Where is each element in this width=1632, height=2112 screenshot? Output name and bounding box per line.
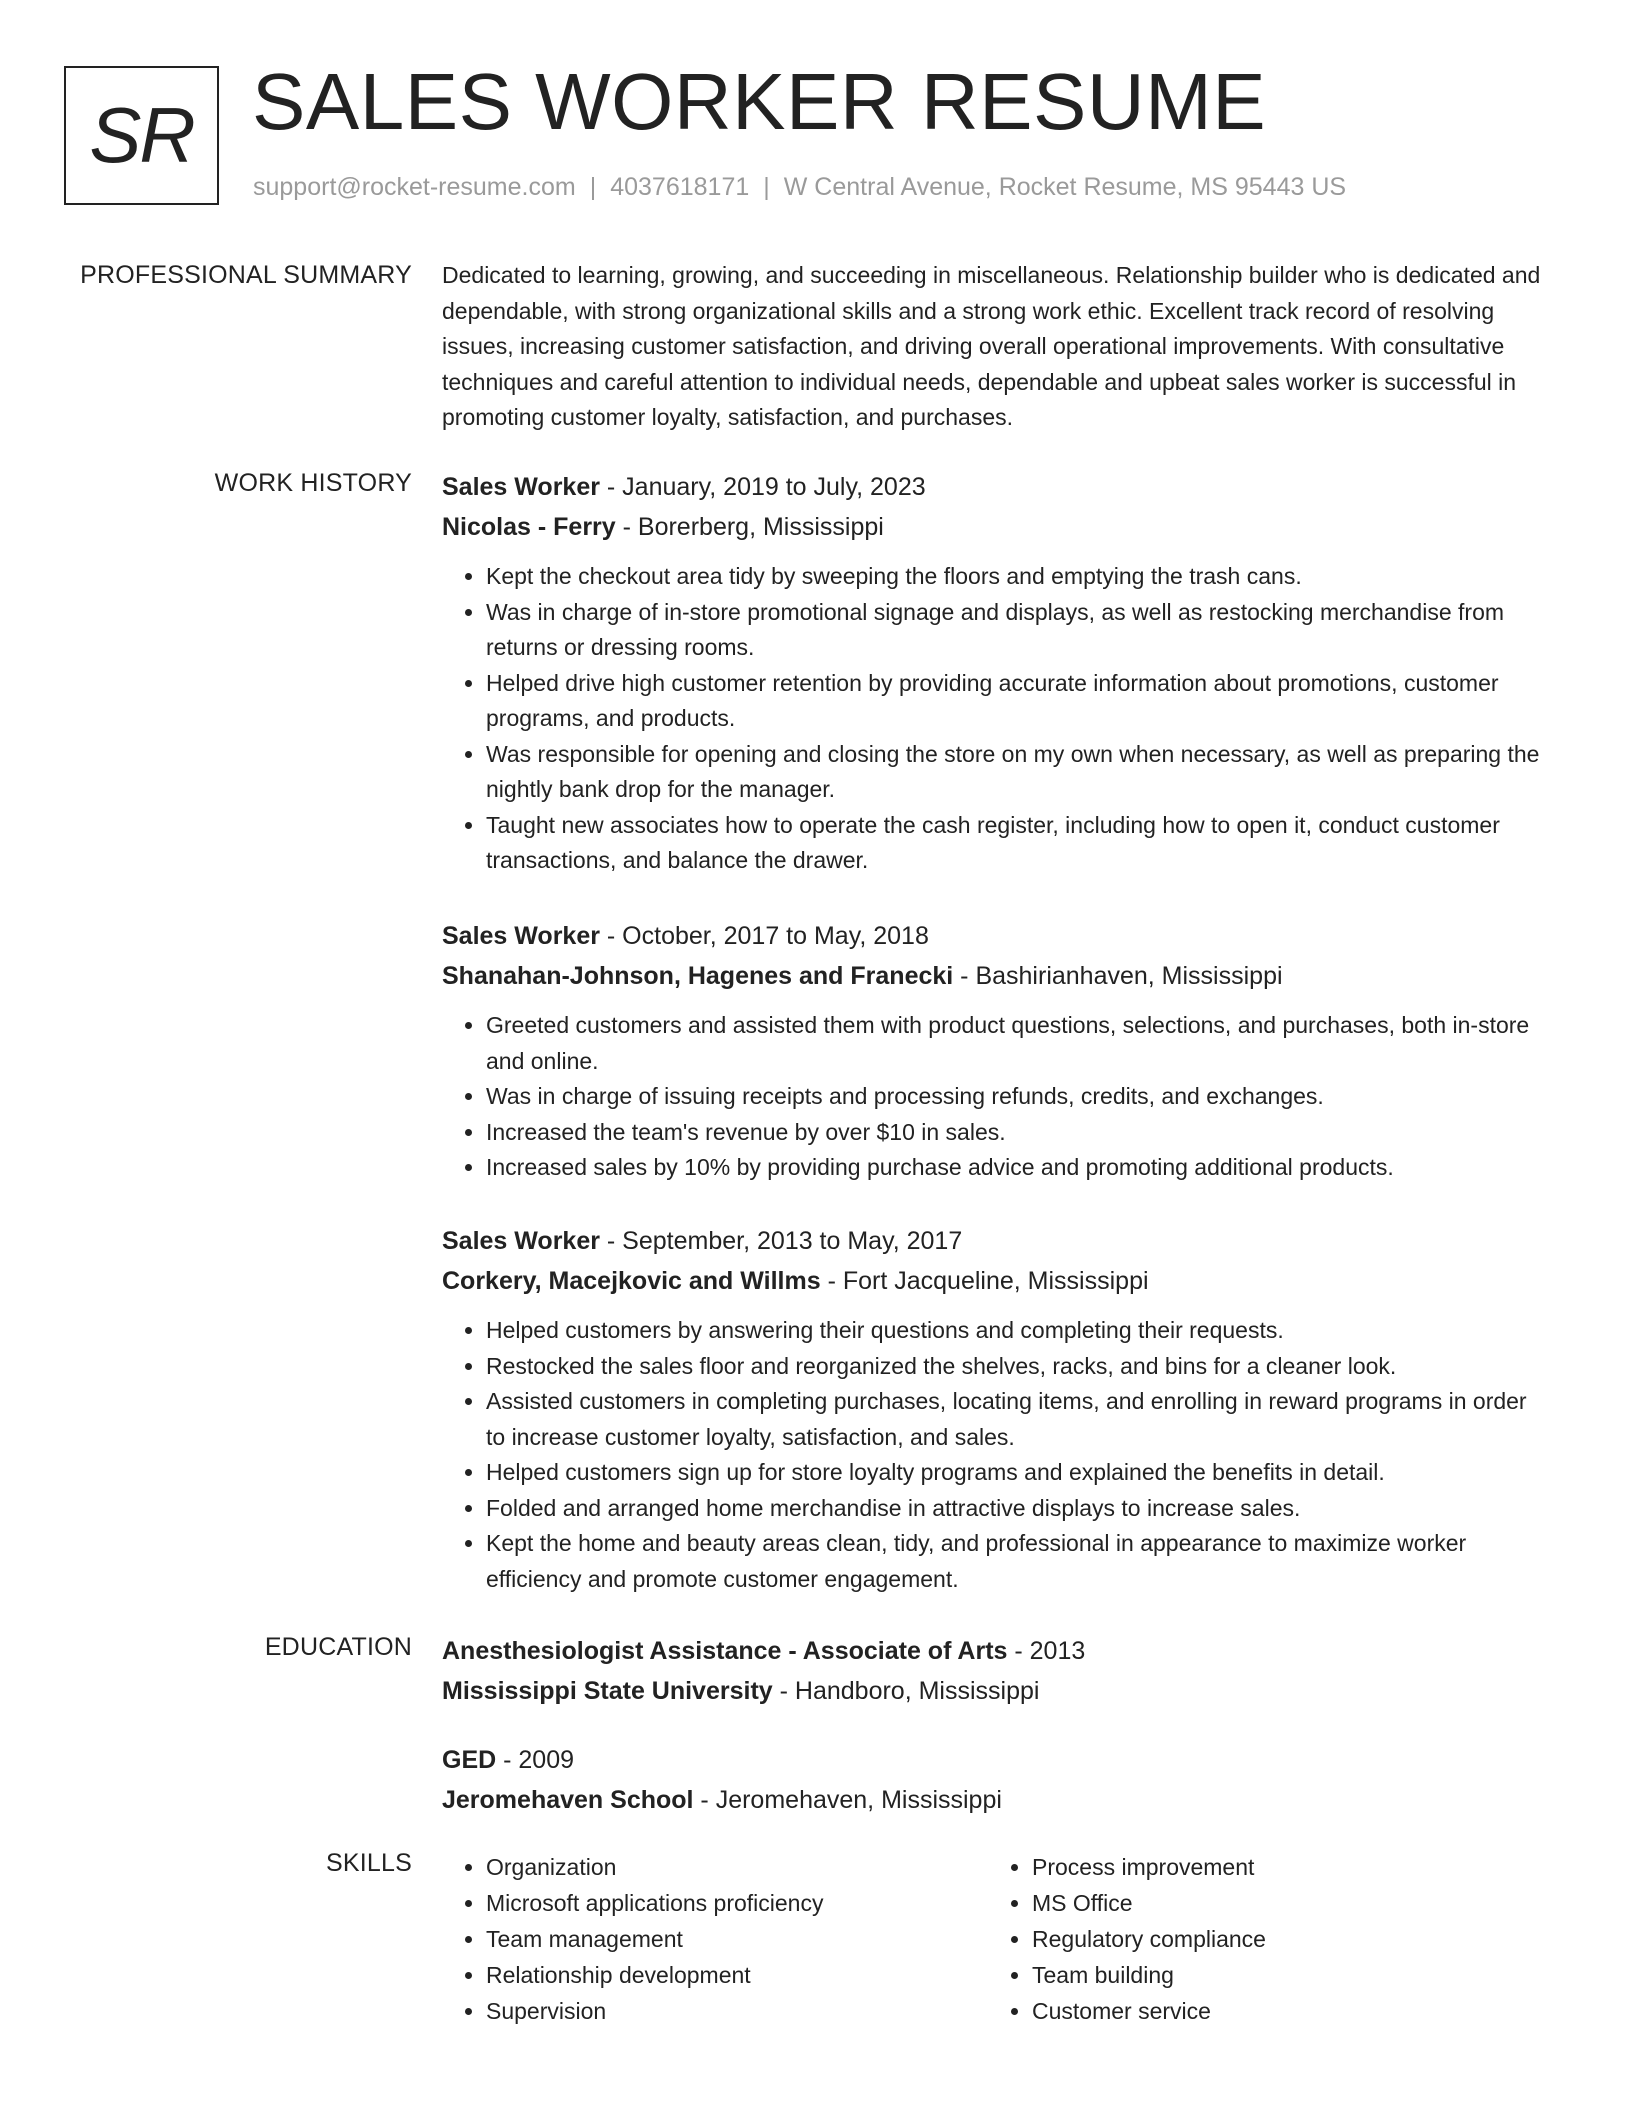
job-company-line: [442, 958, 1552, 994]
education-location: - Jeromehaven, Mississippi: [693, 1786, 1002, 1814]
job-title-line: [442, 1223, 1552, 1259]
job-entry: [442, 469, 1552, 879]
list-item: • Helped drive high customer retention by providing accurate information about promotions, customer programs, and products.: [486, 666, 1552, 737]
section-title-work-history: WORK HISTORY: [214, 469, 412, 497]
job-role: Sales Worker: [442, 922, 600, 950]
list-item: • Process improvement: [1032, 1849, 1508, 1885]
summary-body: [442, 258, 1552, 436]
list-item: • Relationship development: [486, 1957, 962, 1993]
job-entry: [442, 918, 1552, 1186]
skills-list-left: [442, 1849, 962, 2029]
education-school: Mississippi State University: [442, 1677, 773, 1705]
education-entry: [442, 1633, 1552, 1709]
contact-phone[interactable]: 4037618171: [610, 173, 750, 201]
list-item: • Microsoft applications proficiency: [486, 1885, 962, 1921]
list-item: • Restocked the sales floor and reorganized the shelves, racks, and bins for a cleaner look.: [486, 1349, 1552, 1385]
resume-title: SALES WORKER RESUME: [252, 57, 1267, 146]
summary-text: Dedicated to learning, growing, and succeeding in miscellaneous. Relationship builder who is dedicated and dependable, with strong organizational skills and a strong work ethic. Excellent track record of resolving issues, increasing customer satisfaction, and driving overall operational improvements. With consultative techniques and careful attention to individual needs, dependable and upbeat sales worker is successful in promoting customer loyalty, satisfaction, and purchases.: [442, 262, 1541, 430]
list-item: • Team management: [486, 1921, 962, 1957]
education-year: - 2013: [1007, 1637, 1086, 1665]
job-dates: - January, 2019 to July, 2023: [599, 473, 926, 501]
monogram-badge: [64, 66, 219, 205]
list-item: • MS Office: [1032, 1885, 1508, 1921]
skills-column-left: [442, 1849, 962, 2029]
education-degree: GED: [442, 1746, 497, 1774]
job-location: - Borerberg, Mississippi: [615, 513, 884, 541]
job-bullets: [442, 1008, 1552, 1186]
job-bullets: [442, 559, 1552, 879]
section-title-education: EDUCATION: [264, 1633, 412, 1661]
job-company: Shanahan-Johnson, Hagenes and Franecki: [442, 962, 954, 990]
job-title-line: [442, 918, 1552, 954]
list-item: • Regulatory compliance: [1032, 1921, 1508, 1957]
list-item: • Was in charge of issuing receipts and processing refunds, credits, and exchanges.: [486, 1079, 1552, 1115]
education-degree-line: [442, 1742, 1552, 1778]
education-entry: [442, 1742, 1552, 1818]
education-school: Jeromehaven School: [442, 1786, 694, 1814]
job-title-line: [442, 469, 1552, 505]
contact-line: [253, 173, 1346, 202]
education-degree: Anesthesiologist Assistance - Associate of Arts: [442, 1637, 1008, 1665]
list-item: • Supervision: [486, 1993, 962, 2029]
section-title-summary: PROFESSIONAL SUMMARY: [80, 261, 412, 289]
list-item: • Kept the home and beauty areas clean, tidy, and professional in appearance to maximize worker efficiency and promote customer engagement.: [486, 1526, 1552, 1597]
list-item: • Assisted customers in completing purchases, locating items, and enrolling in reward programs in order to increase customer loyalty, satisfaction, and sales.: [486, 1384, 1552, 1455]
job-company-line: [442, 509, 1552, 545]
education-year: - 2009: [496, 1746, 575, 1774]
contact-separator: |: [763, 173, 770, 201]
job-company-line: [442, 1263, 1552, 1299]
job-company: Corkery, Macejkovic and Willms: [442, 1267, 821, 1295]
list-item: • Helped customers sign up for store loyalty programs and explained the benefits in detail.: [486, 1455, 1552, 1491]
monogram-text: SR: [89, 91, 194, 179]
education-location: - Handboro, Mississippi: [772, 1677, 1040, 1705]
job-dates: - September, 2013 to May, 2017: [599, 1227, 963, 1255]
list-item: • Increased sales by 10% by providing purchase advice and promoting additional products.: [486, 1150, 1552, 1186]
contact-address: W Central Avenue, Rocket Resume, MS 95443 US: [783, 173, 1347, 201]
job-bullets: [442, 1313, 1552, 1597]
list-item: • Team building: [1032, 1957, 1508, 1993]
education-school-line: [442, 1782, 1552, 1818]
list-item: • Folded and arranged home merchandise in attractive displays to increase sales.: [486, 1491, 1552, 1527]
list-item: • Was in charge of in-store promotional signage and displays, as well as restocking merchandise from returns or dressing rooms.: [486, 595, 1552, 666]
job-location: - Fort Jacqueline, Mississippi: [820, 1267, 1149, 1295]
contact-separator: |: [589, 173, 597, 201]
list-item: • Helped customers by answering their questions and completing their requests.: [486, 1313, 1552, 1349]
section-title-skills: SKILLS: [326, 1849, 412, 1877]
skills-column-right: [988, 1849, 1508, 2029]
list-item: • Increased the team's revenue by over $10 in sales.: [486, 1115, 1552, 1151]
list-item: • Customer service: [1032, 1993, 1508, 2029]
job-entry: [442, 1223, 1552, 1597]
job-role: Sales Worker: [442, 473, 600, 501]
list-item: • Taught new associates how to operate the cash register, including how to open it, conduct customer transactions, and balance the drawer.: [486, 808, 1552, 879]
list-item: • Kept the checkout area tidy by sweeping the floors and emptying the trash cans.: [486, 559, 1552, 595]
education-degree-line: [442, 1633, 1552, 1669]
skills-list-right: [988, 1849, 1508, 2029]
list-item: • Organization: [486, 1849, 962, 1885]
job-dates: - October, 2017 to May, 2018: [599, 922, 929, 950]
contact-email[interactable]: support@rocket-resume.com: [253, 173, 576, 201]
job-role: Sales Worker: [442, 1227, 600, 1255]
job-company: Nicolas - Ferry: [442, 513, 616, 541]
list-item: • Was responsible for opening and closing the store on my own when necessary, as well as preparing the nightly bank drop for the manager.: [486, 737, 1552, 808]
job-location: - Bashirianhaven, Mississippi: [953, 962, 1283, 990]
list-item: • Greeted customers and assisted them with product questions, selections, and purchases, both in-store and online.: [486, 1008, 1552, 1079]
education-school-line: [442, 1673, 1552, 1709]
